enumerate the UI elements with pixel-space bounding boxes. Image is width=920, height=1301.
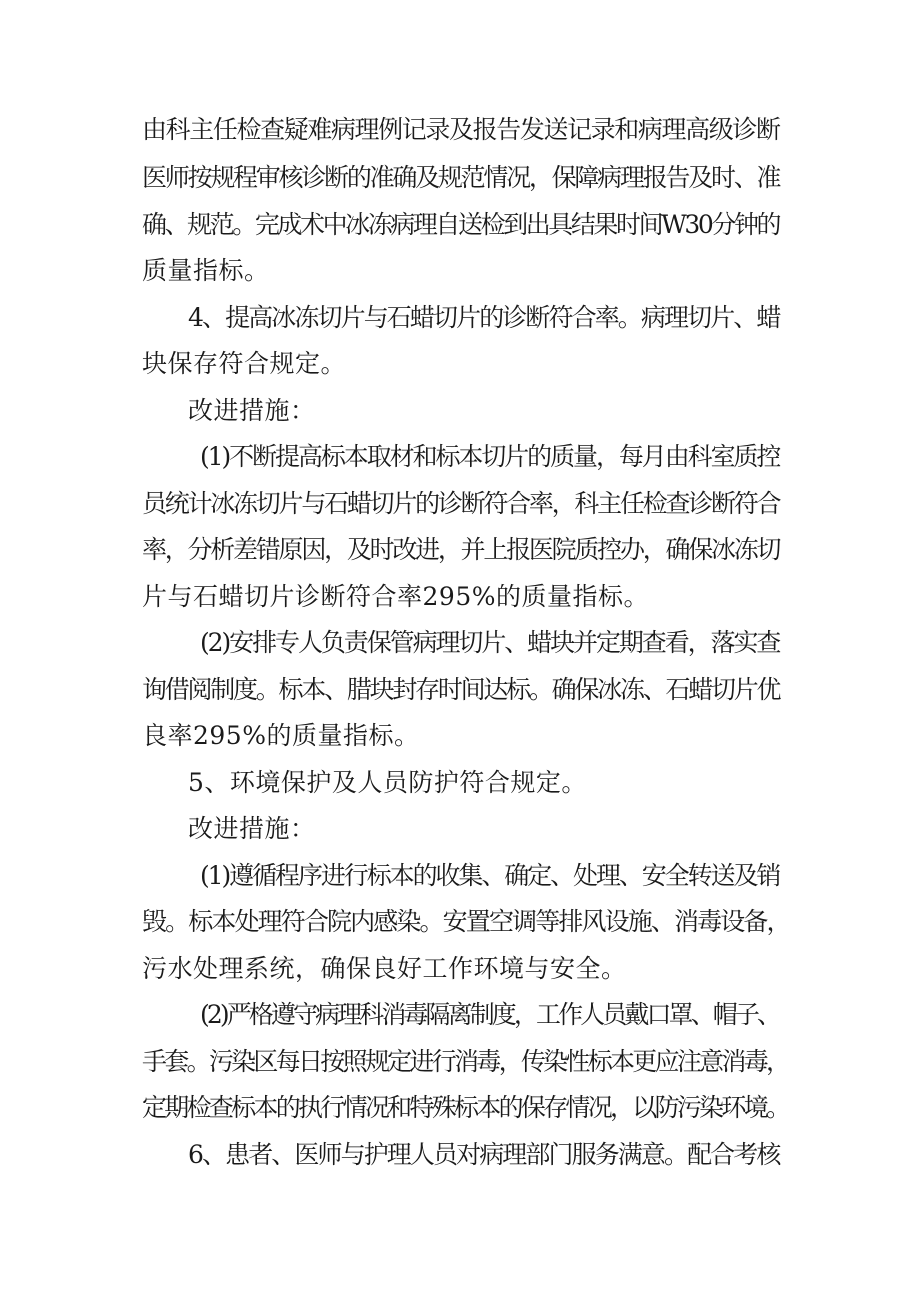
section-heading: 改进措施：	[188, 396, 316, 425]
text-line: 质量指标。	[142, 256, 270, 285]
section-heading: 改进措施：	[188, 814, 316, 843]
text-line: 手套。污染区每日按照规定进行消毒，传染性标本更应注意消毒，	[142, 1047, 789, 1076]
text-line: 询借阅制度。标本、腊块封存时间达标。确保冰冻、石蜡切片优	[142, 675, 780, 704]
text-line: (2)安排专人负责保管病理切片、蜡块并定期查看，落实查	[200, 628, 780, 657]
text-line: 良率295%的质量指标。	[142, 721, 420, 750]
text-line: 毁。标本处理符合院内感染。安置空调等排风设施、消毒设备，	[142, 907, 790, 936]
text-line: (1)遵循程序进行标本的收集、确定、处理、安全转送及销	[200, 861, 780, 890]
text-line: 医师按规程审核诊断的准确及规范情况，保障病理报告及时、准	[142, 163, 780, 192]
text-line: 定期检查标本的执行情况和特殊标本的保存情况，以防污染环境。	[142, 1093, 789, 1122]
text-line: 确、规范。完成术中冰冻病理自送检到出具结果时间W30分钟的	[142, 210, 780, 239]
text-line: 5、环境保护及人员防护符合规定。	[188, 768, 587, 797]
text-line: 块保存符合规定。	[142, 349, 347, 378]
text-line: 由科主任检查疑难病理例记录及报告发送记录和病理高级诊断	[142, 115, 780, 144]
text-line: 片与石蜡切片诊断符合率295%的质量指标。	[142, 582, 649, 611]
text-line: 4、提高冰冻切片与石蜡切片的诊断符合率。病理切片、蜡	[188, 303, 780, 332]
text-line: (2)严格遵守病理科消毒隔离制度，工作人员戴口罩、帽子、	[200, 1000, 780, 1029]
text-line: 6、患者、医师与护理人员对病理部门服务满意。配合考核	[188, 1140, 780, 1169]
text-line: 污水处理系统，确保良好工作环境与安全。	[142, 954, 627, 983]
text-line: 率，分析差错原因，及时改进，并上报医院质控办，确保冰冻切	[142, 535, 780, 564]
text-line: 员统计冰冻切片与石蜡切片的诊断符合率，科主任检查诊断符合	[142, 489, 780, 518]
text-line: (1)不断提高标本取材和标本切片的质量，每月由科室质控	[200, 442, 780, 471]
